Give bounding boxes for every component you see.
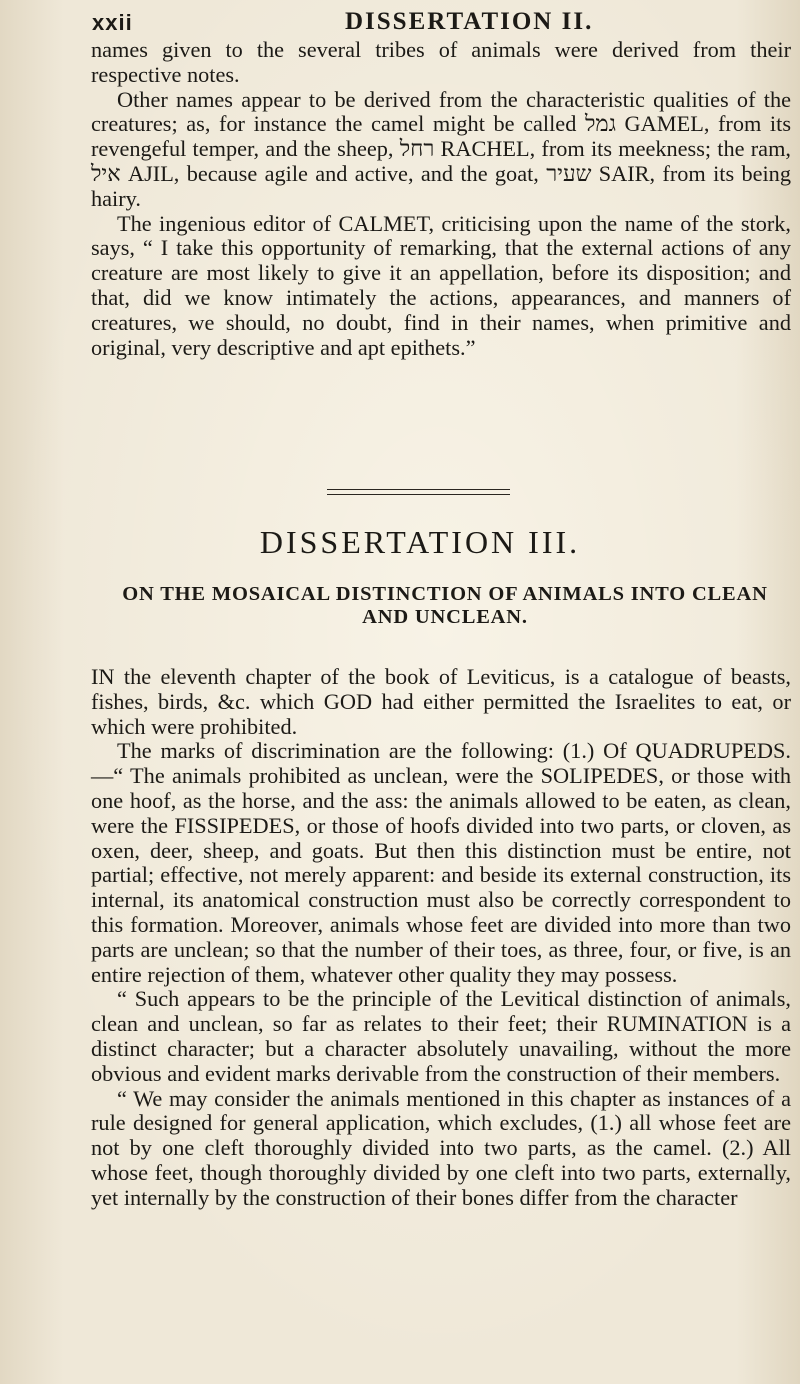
paragraph: names given to the several tribes of animals were derived from their respective notes. [91,37,791,87]
text-block-top [91,38,791,360]
paragraph: The marks of discrimination are the following: (1.) Of QUADRUPEDS.—“ The animals prohibited as unclean, were the SOLIPEDES, or those with one hoof, as the horse, and the ass: the animals allowed to be eaten, as clean, were the FISSIPEDES, or those of hoofs divided into two parts, or cloven, as oxen, deer, sheep, and goats. But then this distinction must be entire, not partial; effective, not merely apparent: and beside its external construction, its internal, its anatomical construction must also be correctly correspondent to this formation. Moreover, animals whose feet are divided into more than two parts are unclean; so that the number of their toes, as three, four, or five, is an entire rejection of them, whatever other quality they may possess. [91,738,791,987]
section-subtitle: ON THE MOSAICAL DISTINCTION OF ANIMALS INTO CLEAN AND UNCLEAN. [122,583,768,628]
text-block-body [91,665,791,1211]
running-title: DISSERTATION II. [345,8,594,35]
section-title: DISSERTATION III. [259,524,581,560]
paragraph: IN the eleventh chapter of the book of Leviticus, is a catalogue of beasts, fishes, birds, &c. which GOD had either permitted the Israelites to eat, or which were prohibited. [91,664,791,739]
paragraph: “ Such appears to be the principle of the Levitical distinction of animals, clean and unclean, so far as relates to their feet; their RUMINATION is a distinct character; but a character absolutely unavailing, without the more obvious and evident marks derivable from the construction of their members. [91,986,791,1086]
paragraph: The ingenious editor of CALMET, criticising upon the name of the stork, says, “ I take this opportunity of remarking, that the external actions of any creature are most likely to give it an appellation, before its disposition; and that, did we know intimately the actions, appearances, and manners of creatures, we should, no doubt, find in their names, when primitive and original, very descriptive and apt epithets.” [91,210,791,360]
page-number: xxii [92,10,133,35]
paragraph: “ We may consider the animals mentioned in this chapter as instances of a rule designed for general application, which excludes, (1.) all whose feet are not by one cleft thoroughly divided into two parts, as the camel. (2.) All whose feet, though thoroughly divided by one cleft into two parts, externally, yet internally by the construction of their bones differ from the character [91,1085,791,1210]
page-header [92,6,782,40]
section-divider [327,489,510,495]
paragraph: Other names appear to be derived from the characteristic qualities of the creatures; as, for instance the camel might be called גמל GAMEL, from its revengeful temper, and the sheep, רחל RACHEL, from its meekness; the ram, איל AJIL, because agile and active, and the goat, שעיר SAIR, from its being hairy. [91,86,791,211]
